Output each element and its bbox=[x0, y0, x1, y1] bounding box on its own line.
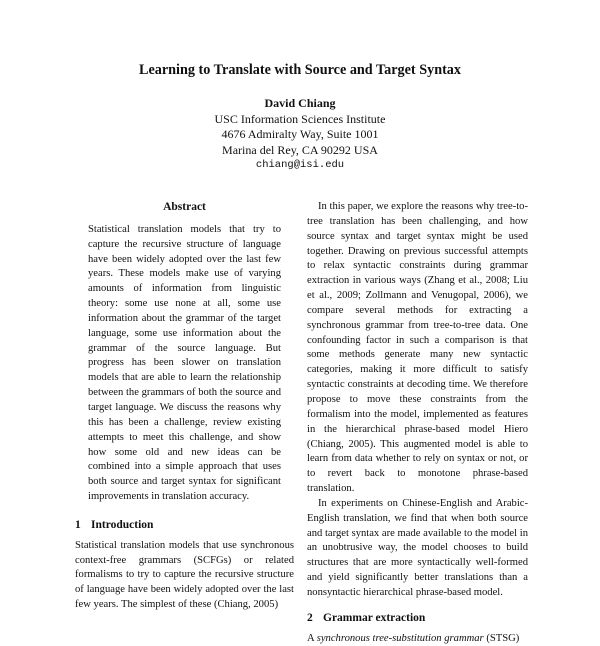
section-1-heading bbox=[75, 518, 294, 533]
abstract-text: Statistical translation models that try to capture the recursive structure of language have been widely adopted over the last few years. These models make use of varying amounts of information from linguistic theory: some use none at all, some use information about the grammar of the target language, some use information about the grammar of the source language. But progress has been slower on translation models that are able to learn the relationship between the grammars of both the source and target language. We discuss the reasons why this has been a challenge, review existing attempts to meet this challenge, and show how some old and new ideas can be combined into a simple approach that uses both source and target syntax for significant improvements in translation accuracy. bbox=[88, 223, 281, 503]
section-2-term: synchronous tree-substitution grammar bbox=[316, 632, 484, 644]
author-address-line2: Marina del Rey, CA 90292 USA bbox=[222, 142, 378, 157]
section-1-number: 1 bbox=[75, 518, 81, 531]
author-name: David Chiang bbox=[264, 96, 336, 110]
section-2-title: Grammar extraction bbox=[323, 611, 426, 624]
section-2-number: 2 bbox=[307, 611, 313, 624]
section-2-text bbox=[307, 632, 528, 646]
abstract-heading: Abstract bbox=[163, 201, 206, 213]
paper-title: Learning to Translate with Source and Target Syntax bbox=[138, 62, 461, 78]
section-1-title: Introduction bbox=[91, 518, 154, 531]
section-2-heading bbox=[307, 611, 528, 626]
intro-paragraph-2: In experiments on Chinese-English and Arabic-English translation, we find that when both source and target syntax are made available to the model in an unobtrusive way, the model chooses to build structures that are more syntactically well-formed and yield significantly better translations than a nonsyntactic hierarchical phrase-based model. bbox=[307, 497, 528, 598]
author-affiliation: USC Information Sciences Institute bbox=[214, 111, 386, 126]
intro-paragraph-1: In this paper, we explore the reasons why tree-to-tree translation has been challenging, and how source syntax and target syntax might be used together. Drawing on previous successful attempts to relax syntactic constraints during grammar extraction in various ways (Zhang et al., 2008; Liu et al., 2009; Zollmann and Venugopal, 2006), we compare several methods for extracting a synchronous grammar from tree-to-tree data. One confounding factor in such a comparison is that some methods generate many new syntactic categories, making it more difficult to satisfy syntactic constraints at decoding time. We therefore propose to move these constraints from the formalism into the model, implemented as features in the hierarchical phrase-based model Hiero (Chiang, 2005). This augmented model is able to learn from data whether to rely on syntax or not, or to revert back to monotone phrase-based translation. bbox=[307, 201, 528, 495]
author-email: chiang@isi.edu bbox=[255, 159, 345, 171]
section-1-text: Statistical translation models that use synchronous context-free grammars (SCFGs) or related formalisms to try to capture the recursive structure of language have been widely adopted over the last few years. The simplest of these (Chiang, 2005) bbox=[75, 539, 294, 611]
section-2-tail: (STSG) bbox=[483, 632, 520, 644]
right-column bbox=[307, 200, 528, 646]
author-address-line1: 4676 Admiralty Way, Suite 1001 bbox=[221, 127, 379, 141]
author-block bbox=[0, 96, 600, 174]
section-2-lead: A bbox=[307, 632, 317, 644]
left-column bbox=[75, 200, 294, 613]
